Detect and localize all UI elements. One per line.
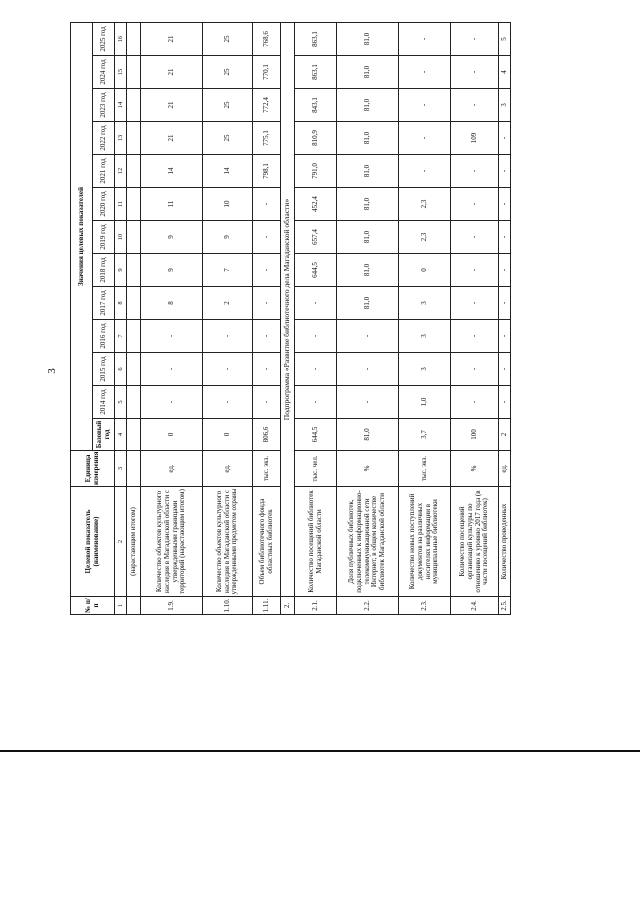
row-number: 1.10. xyxy=(203,597,253,615)
unit-cell: ед. xyxy=(499,451,511,487)
table-body xyxy=(127,22,511,614)
year-value: - xyxy=(451,287,499,320)
year-value xyxy=(127,353,141,386)
column-number: 7 xyxy=(115,320,127,353)
header-no: № п/п xyxy=(71,597,115,615)
year-value: 791,0 xyxy=(295,155,337,188)
column-number: 14 xyxy=(115,89,127,122)
year-value: 21 xyxy=(141,22,203,55)
indicator-name: Количество новых поступлений документов на различных носителях информации в муниципальные библиотеки xyxy=(399,487,451,597)
year-value xyxy=(127,221,141,254)
column-number: 13 xyxy=(115,122,127,155)
indicator-name: Количество объектов культурного наследия в Магаданской области с утвержденными границами территорий (нарастающим итогом) xyxy=(141,487,203,597)
year-value: 21 xyxy=(141,122,203,155)
year-value: - xyxy=(499,155,511,188)
column-number: 9 xyxy=(115,254,127,287)
row-number: 1.11. xyxy=(253,597,281,615)
header-year: 2015 год xyxy=(93,353,115,386)
year-value: 81,0 xyxy=(337,221,399,254)
header-year: 2018 год xyxy=(93,254,115,287)
year-value: - xyxy=(451,254,499,287)
year-value: 3 xyxy=(399,353,451,386)
year-value: 81,0 xyxy=(337,287,399,320)
header-year: 2016 год xyxy=(93,320,115,353)
indicator-name: Объем библиотечного фонда областных библиотек xyxy=(253,487,281,597)
column-number: 5 xyxy=(115,386,127,419)
year-value: 810,9 xyxy=(295,122,337,155)
header-year: 2023 год xyxy=(93,89,115,122)
header-year: 2022 год xyxy=(93,122,115,155)
year-value: - xyxy=(451,155,499,188)
year-value: 2,3 xyxy=(399,221,451,254)
header-base-year: Базовый год xyxy=(93,419,115,451)
year-value: - xyxy=(451,56,499,89)
year-value: - xyxy=(399,56,451,89)
unit-cell: ед. xyxy=(141,451,203,487)
year-value: - xyxy=(451,320,499,353)
year-value: - xyxy=(499,122,511,155)
year-value: 772,4 xyxy=(253,89,281,122)
year-value: 775,1 xyxy=(253,122,281,155)
year-value: 9 xyxy=(141,254,203,287)
year-value: - xyxy=(499,386,511,419)
year-value: 14 xyxy=(203,155,253,188)
year-value: - xyxy=(451,22,499,55)
year-value: - xyxy=(203,320,253,353)
year-value: - xyxy=(253,254,281,287)
year-value: 21 xyxy=(141,56,203,89)
year-value: - xyxy=(451,221,499,254)
column-number: 1 xyxy=(115,597,127,615)
unit-cell: ед. xyxy=(203,451,253,487)
table-row xyxy=(253,22,281,614)
year-value: 81,0 xyxy=(337,22,399,55)
year-value: 5 xyxy=(499,22,511,55)
header-year: 2017 год xyxy=(93,287,115,320)
unit-cell: тыс. чел. xyxy=(295,451,337,487)
row-number: 2.4. xyxy=(451,597,499,615)
year-value xyxy=(127,56,141,89)
year-value: 81,0 xyxy=(337,155,399,188)
year-value: 25 xyxy=(203,56,253,89)
table-row xyxy=(399,22,451,614)
base-year-value: 0 xyxy=(141,419,203,451)
year-value: 81,0 xyxy=(337,254,399,287)
year-value: 14 xyxy=(141,155,203,188)
year-value: - xyxy=(141,386,203,419)
year-value: - xyxy=(499,254,511,287)
page-number: 3 xyxy=(45,368,58,374)
year-value: 11 xyxy=(141,188,203,221)
year-value xyxy=(127,287,141,320)
base-year-value: 806,6 xyxy=(253,419,281,451)
table-row xyxy=(451,22,499,614)
year-value: - xyxy=(399,155,451,188)
unit-cell xyxy=(127,451,141,487)
year-value: 863,1 xyxy=(295,56,337,89)
year-value xyxy=(127,188,141,221)
base-year-value: 2 xyxy=(499,419,511,451)
year-value: 2,3 xyxy=(399,188,451,221)
column-number: 6 xyxy=(115,353,127,386)
year-value: 25 xyxy=(203,122,253,155)
year-value: 9 xyxy=(141,221,203,254)
year-value xyxy=(127,155,141,188)
table-row xyxy=(295,22,337,614)
header-year: 2021 год xyxy=(93,155,115,188)
column-number: 10 xyxy=(115,221,127,254)
column-number: 3 xyxy=(115,451,127,487)
target-indicators-table xyxy=(70,22,511,615)
indicator-name: Количество проведенных xyxy=(499,487,511,597)
row-number: 2. xyxy=(281,597,295,615)
year-value xyxy=(127,22,141,55)
year-value: - xyxy=(295,287,337,320)
table-row xyxy=(127,22,141,614)
year-value xyxy=(127,386,141,419)
year-value: - xyxy=(337,353,399,386)
subprogram-row xyxy=(281,22,295,614)
year-value: - xyxy=(141,320,203,353)
unit-cell: тыс. экз. xyxy=(253,451,281,487)
column-number: 16 xyxy=(115,22,127,55)
year-value: - xyxy=(499,287,511,320)
base-year-value: 644,5 xyxy=(295,419,337,451)
unit-cell: тыс. экз. xyxy=(399,451,451,487)
indicator-name: Доля публичных библиотек, подключенных к информационно-телекоммуникационной сети Интернет, в общем количестве библиотек Магаданской области xyxy=(337,487,399,597)
table-row xyxy=(499,22,511,614)
year-value: 2 xyxy=(203,287,253,320)
header-year: 2014 год xyxy=(93,386,115,419)
column-number: 11 xyxy=(115,188,127,221)
year-value: - xyxy=(295,320,337,353)
row-number: 2.3. xyxy=(399,597,451,615)
header-unit: Единица измерения xyxy=(71,451,115,487)
year-value: - xyxy=(451,353,499,386)
year-value: 3 xyxy=(399,287,451,320)
year-value: - xyxy=(295,353,337,386)
year-value: 10 xyxy=(203,188,253,221)
year-value: - xyxy=(337,320,399,353)
year-value: 25 xyxy=(203,89,253,122)
base-year-value: 3,7 xyxy=(399,419,451,451)
header-year: 2025 год xyxy=(93,22,115,55)
indicator-name: Количество объектов культурного наследия в Магаданской области с утвержденными предметом охраны xyxy=(203,487,253,597)
year-value: - xyxy=(499,221,511,254)
year-value: 798,1 xyxy=(253,155,281,188)
year-value: - xyxy=(451,386,499,419)
year-value: - xyxy=(499,188,511,221)
indicator-name: (нарастающим итогом) xyxy=(127,487,141,597)
indicator-name: Количество посещений библиотек Магаданской области xyxy=(295,487,337,597)
year-value: 81,0 xyxy=(337,188,399,221)
column-number: 8 xyxy=(115,287,127,320)
year-value: 863,1 xyxy=(295,22,337,55)
year-value xyxy=(127,320,141,353)
table-row xyxy=(203,22,253,614)
year-value: - xyxy=(253,353,281,386)
column-number: 12 xyxy=(115,155,127,188)
header-year: 2024 год xyxy=(93,56,115,89)
year-value: 3 xyxy=(399,320,451,353)
row-number: 2.2. xyxy=(337,597,399,615)
year-value: - xyxy=(451,188,499,221)
header-year: 2019 год xyxy=(93,221,115,254)
header-indicator: Целевой показатель (наименование) xyxy=(71,487,115,597)
year-value: 25 xyxy=(203,22,253,55)
year-value: - xyxy=(253,221,281,254)
year-value: - xyxy=(253,320,281,353)
year-value: - xyxy=(141,353,203,386)
year-value: - xyxy=(399,122,451,155)
base-year-value: 81,0 xyxy=(337,419,399,451)
year-value: - xyxy=(203,386,253,419)
column-number: 2 xyxy=(115,487,127,597)
unit-cell: % xyxy=(451,451,499,487)
table-row xyxy=(141,22,203,614)
year-value xyxy=(127,89,141,122)
base-year-value: 100 xyxy=(451,419,499,451)
base-year-value xyxy=(127,419,141,451)
row-number: 2.5. xyxy=(499,597,511,615)
year-value: - xyxy=(337,386,399,419)
year-value: 21 xyxy=(141,89,203,122)
year-value: 768,6 xyxy=(253,22,281,55)
indicator-name: Количество посещений организаций культуры по отношению к уровню 2017 года (в части посещений библиотек) xyxy=(451,487,499,597)
year-value: 8 xyxy=(141,287,203,320)
year-value: 109 xyxy=(451,122,499,155)
column-number: 4 xyxy=(115,419,127,451)
year-value: - xyxy=(253,287,281,320)
year-value: 843,1 xyxy=(295,89,337,122)
row-number: 2.1. xyxy=(295,597,337,615)
year-value: 81,0 xyxy=(337,56,399,89)
year-value: 4 xyxy=(499,56,511,89)
row-number xyxy=(127,597,141,615)
column-number: 15 xyxy=(115,56,127,89)
year-value: 770,1 xyxy=(253,56,281,89)
table-row xyxy=(337,22,399,614)
year-value: - xyxy=(499,353,511,386)
year-value: 644,5 xyxy=(295,254,337,287)
year-value: - xyxy=(295,386,337,419)
year-value xyxy=(127,254,141,287)
year-value: 1,0 xyxy=(399,386,451,419)
year-value: 7 xyxy=(203,254,253,287)
year-value: 81,0 xyxy=(337,122,399,155)
year-value: 657,4 xyxy=(295,221,337,254)
year-value: 3 xyxy=(499,89,511,122)
rotated-table-wrapper xyxy=(70,25,560,615)
subprogram-title: Подпрограмма «Развитие библиотечного дела Магаданской области» xyxy=(281,22,295,596)
year-value: 452,4 xyxy=(295,188,337,221)
header-values-group: Значения целевых показателей xyxy=(71,22,93,450)
year-value: - xyxy=(451,89,499,122)
base-year-value: 0 xyxy=(203,419,253,451)
unit-cell: % xyxy=(337,451,399,487)
year-value: - xyxy=(203,353,253,386)
bottom-rule xyxy=(0,750,640,752)
year-value: 0 xyxy=(399,254,451,287)
year-value: 81,0 xyxy=(337,89,399,122)
row-number: 1.9. xyxy=(141,597,203,615)
header-year: 2020 год xyxy=(93,188,115,221)
year-value: - xyxy=(399,22,451,55)
year-value xyxy=(127,122,141,155)
year-value: - xyxy=(399,89,451,122)
year-value: - xyxy=(253,386,281,419)
year-value: - xyxy=(499,320,511,353)
year-value: - xyxy=(253,188,281,221)
year-value: 9 xyxy=(203,221,253,254)
